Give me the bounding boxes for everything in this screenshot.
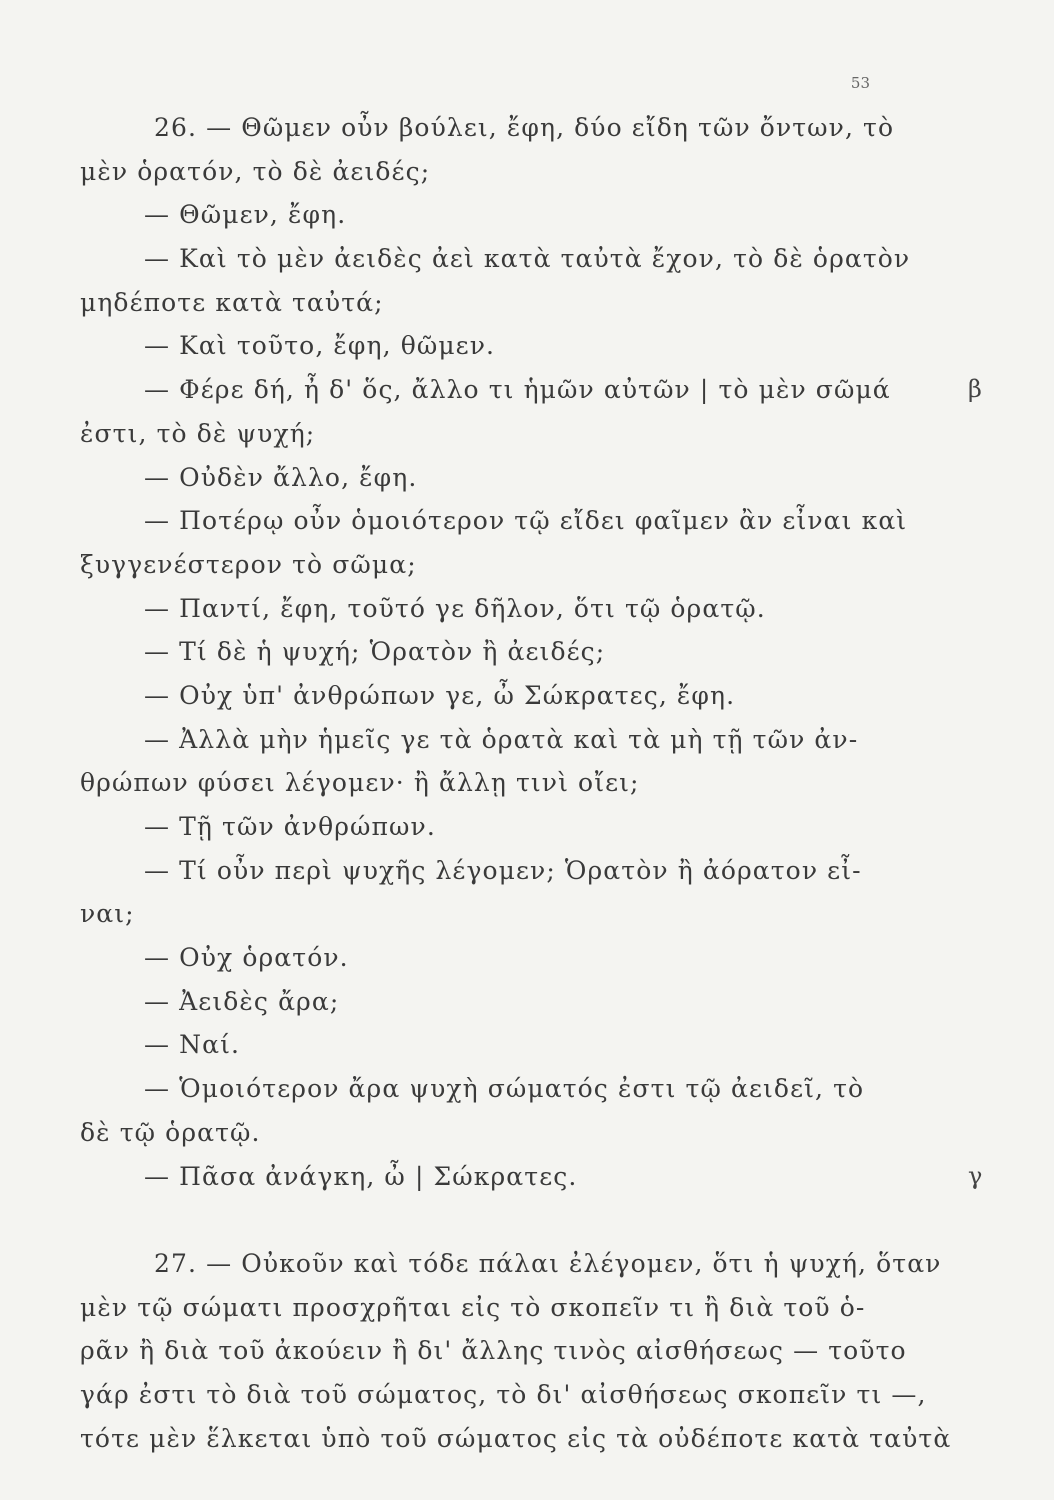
- body-text: [80, 106, 984, 1460]
- line-text: — Παντί, ἔφη, τοῦτό γε δῆλον, ὅτι τῷ ὁρατῷ.: [144, 593, 766, 623]
- text-line: [80, 718, 940, 762]
- text-line: [80, 237, 940, 281]
- line-text: — Οὐχ ὁρατόν.: [144, 943, 349, 973]
- line-text: ἐστι, τὸ δὲ ψυχή;: [80, 418, 316, 448]
- page-number: 53: [850, 74, 870, 92]
- text-line: [80, 805, 940, 849]
- text-line: [80, 630, 940, 674]
- text-line: [80, 1373, 940, 1417]
- text-line: [80, 281, 940, 325]
- paragraph-gap: [80, 1198, 940, 1242]
- line-text: ξυγγενέστερον τὸ σῶμα;: [80, 549, 417, 579]
- text-line: [80, 587, 940, 631]
- line-text: τότε μὲν ἕλκεται ὑπὸ τοῦ σώματος εἰς τὰ οὐδέποτε κατὰ ταὐτὰ: [80, 1423, 952, 1453]
- text-line: [80, 849, 940, 893]
- text-line: [80, 543, 940, 587]
- line-text: — Οὐχ ὑπ' ἀνθρώπων γε, ὦ Σώκρατες, ἔφη.: [144, 680, 736, 710]
- text-line: [80, 368, 983, 412]
- text-line: [80, 1067, 940, 1111]
- line-text: μηδέποτε κατὰ ταὐτά;: [80, 287, 384, 317]
- text-line: [80, 1023, 940, 1067]
- line-text: — Ποτέρῳ οὖν ὁμοιότερον τῷ εἴδει φαῖμεν ἂν εἶναι καὶ: [144, 506, 908, 536]
- line-text: — Τί δὲ ἡ ψυχή; Ὁρατὸν ἢ ἀειδές;: [144, 637, 606, 667]
- line-text: μὲν ὁρατόν, τὸ δὲ ἀειδές;: [80, 156, 431, 186]
- text-line: [80, 1286, 940, 1330]
- line-text: δὲ τῷ ὁρατῷ.: [80, 1117, 261, 1147]
- text-line: [80, 980, 940, 1024]
- stephanus-margin-marker: γ: [968, 1161, 984, 1190]
- line-text: 27. — Οὐκοῦν καὶ τόδε πάλαι ἐλέγομεν, ὅτι ἡ ψυχή, ὅταν: [154, 1248, 942, 1278]
- line-text: — Ὁμοιότερον ἄρα ψυχὴ σώματός ἐστι τῷ ἀειδεῖ, τὸ: [144, 1074, 865, 1104]
- text-line: [80, 1111, 940, 1155]
- line-text: — Τί οὖν περὶ ψυχῆς λέγομεν; Ὁρατὸν ἢ ἀόρατον εἶ-: [144, 855, 862, 885]
- text-line: [80, 150, 940, 194]
- text-line: [80, 324, 940, 368]
- line-text: — Θῶμεν, ἔφη.: [144, 200, 347, 230]
- line-text: — Οὐδὲν ἄλλο, ἔφη.: [144, 462, 418, 492]
- text-line: [80, 1417, 952, 1461]
- text-line: [80, 936, 940, 980]
- line-text: θρώπων φύσει λέγομεν· ἢ ἄλλῃ τινὶ οἴει;: [80, 768, 640, 798]
- line-text: — Φέρε δή, ἦ δ' ὅς, ἄλλο τι ἡμῶν αὐτῶν | τὸ μὲν σῶμά: [144, 375, 891, 405]
- line-text: — Ναί.: [144, 1030, 241, 1060]
- text-line: [80, 193, 940, 237]
- text-line: [80, 761, 940, 805]
- line-text: — Τῇ τῶν ἀνθρώπων.: [144, 812, 436, 841]
- line-text: γάρ ἐστι τὸ διὰ τοῦ σώματος, τὸ δι' αἰσθήσεως σκοπεῖν τι —,: [80, 1379, 927, 1409]
- line-text: — Ἀειδὲς ἄρα;: [144, 986, 340, 1016]
- text-line: [80, 412, 940, 456]
- line-text: ναι;: [80, 899, 135, 929]
- line-text: 26. — Θῶμεν οὖν βούλει, ἔφη, δύο εἴδη τῶν ὄντων, τὸ: [154, 113, 895, 142]
- text-line: [80, 892, 940, 936]
- text-line: [80, 1329, 940, 1373]
- stephanus-margin-marker: β: [968, 375, 983, 404]
- line-text: μὲν τῷ σώματι προσχρῆται εἰς τὸ σκοπεῖν τι ἢ διὰ τοῦ ὁ-: [80, 1292, 866, 1322]
- line-text: ρᾶν ἢ διὰ τοῦ ἀκούειν ἢ δι' ἄλλης τινὸς αἰσθήσεως — τοῦτο: [80, 1336, 907, 1366]
- line-text: — Πᾶσα ἀνάγκη, ὦ | Σώκρατες.: [144, 1161, 578, 1191]
- text-line: [80, 456, 940, 500]
- text-line: [80, 106, 940, 150]
- text-line: [80, 1242, 940, 1286]
- line-text: — Καὶ τοῦτο, ἔφη, θῶμεν.: [144, 331, 496, 361]
- line-text: — Ἀλλὰ μὴν ἡμεῖς γε τὰ ὁρατὰ καὶ τὰ μὴ τῇ τῶν ἀν-: [144, 724, 859, 754]
- text-line: [80, 674, 940, 718]
- text-line: [80, 499, 940, 543]
- line-text: — Καὶ τὸ μὲν ἀειδὲς ἀεὶ κατὰ ταὐτὰ ἔχον, τὸ δὲ ὁρατὸν: [144, 244, 911, 274]
- text-line: [80, 1155, 984, 1199]
